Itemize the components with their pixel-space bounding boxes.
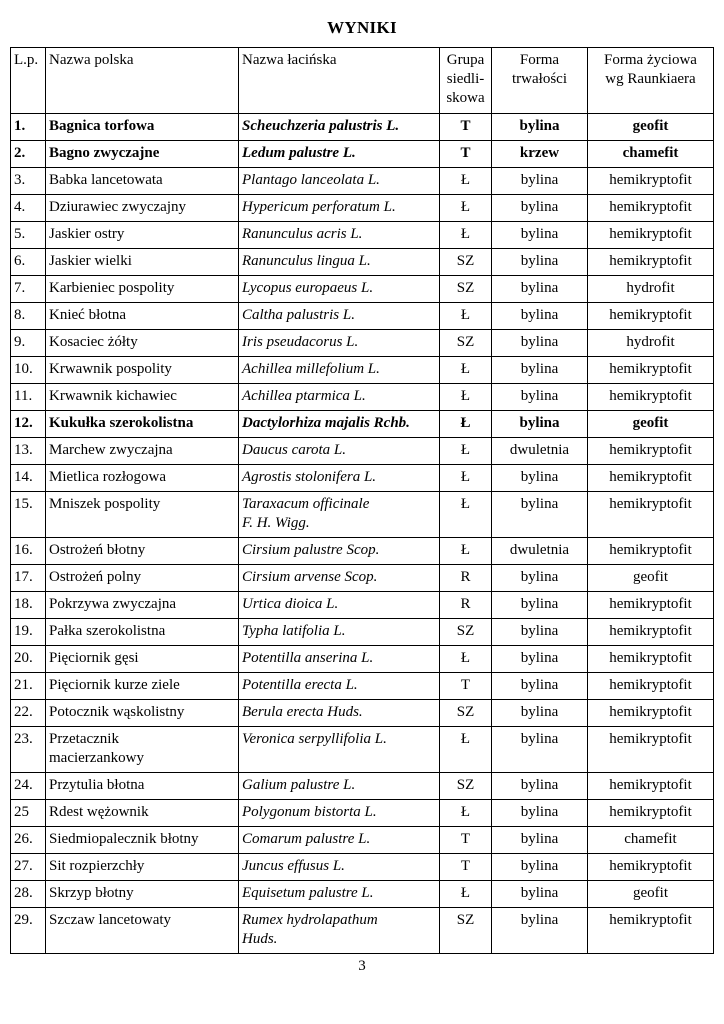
cell-latin-name: Achillea millefolium L. — [239, 357, 440, 384]
table-row — [11, 700, 714, 727]
cell-durability-form: bylina — [492, 619, 588, 646]
table-row — [11, 276, 714, 303]
cell-latin-name: Typha latifolia L. — [239, 619, 440, 646]
cell-habitat-group: Ł — [440, 881, 492, 908]
cell-lp: 23. — [11, 727, 46, 773]
cell-latin-name: Polygonum bistorta L. — [239, 800, 440, 827]
cell-durability-form: bylina — [492, 854, 588, 881]
table-row — [11, 330, 714, 357]
cell-durability-form: bylina — [492, 700, 588, 727]
cell-durability-form: bylina — [492, 330, 588, 357]
cell-durability-form: bylina — [492, 168, 588, 195]
cell-durability-form: bylina — [492, 384, 588, 411]
cell-latin-name: Ranunculus acris L. — [239, 222, 440, 249]
cell-lp: 20. — [11, 646, 46, 673]
table-row — [11, 619, 714, 646]
table-row — [11, 800, 714, 827]
cell-lp: 1. — [11, 114, 46, 141]
table-row — [11, 492, 714, 538]
cell-latin-name: Juncus effusus L. — [239, 854, 440, 881]
cell-lp: 4. — [11, 195, 46, 222]
cell-durability-form: bylina — [492, 773, 588, 800]
header-latin-name: Nazwa łacińska — [239, 48, 440, 114]
cell-habitat-group: Ł — [440, 492, 492, 538]
cell-polish-name: Jaskier ostry — [46, 222, 239, 249]
table-row — [11, 673, 714, 700]
cell-habitat-group: Ł — [440, 168, 492, 195]
cell-latin-name: Ledum palustre L. — [239, 141, 440, 168]
cell-polish-name: Siedmiopalecznik błotny — [46, 827, 239, 854]
cell-durability-form: bylina — [492, 195, 588, 222]
header-habitat-group: Grupa siedli- skowa — [440, 48, 492, 114]
cell-life-form: hemikryptofit — [588, 249, 714, 276]
cell-durability-form: bylina — [492, 565, 588, 592]
cell-habitat-group: Ł — [440, 438, 492, 465]
table-row — [11, 438, 714, 465]
cell-life-form: hemikryptofit — [588, 854, 714, 881]
table-row — [11, 727, 714, 773]
cell-latin-name: Equisetum palustre L. — [239, 881, 440, 908]
cell-life-form: hemikryptofit — [588, 673, 714, 700]
table-row — [11, 773, 714, 800]
cell-latin-name: Galium palustre L. — [239, 773, 440, 800]
cell-habitat-group: Ł — [440, 303, 492, 330]
cell-polish-name: Przytulia błotna — [46, 773, 239, 800]
cell-habitat-group: Ł — [440, 411, 492, 438]
cell-polish-name: Pięciornik kurze ziele — [46, 673, 239, 700]
cell-polish-name: Kukułka szerokolistna — [46, 411, 239, 438]
cell-polish-name: Kosaciec żółty — [46, 330, 239, 357]
header-durability-form: Forma trwałości — [492, 48, 588, 114]
cell-lp: 5. — [11, 222, 46, 249]
cell-polish-name: Pałka szerokolistna — [46, 619, 239, 646]
cell-life-form: hemikryptofit — [588, 438, 714, 465]
cell-habitat-group: Ł — [440, 384, 492, 411]
cell-polish-name: Sit rozpierzchły — [46, 854, 239, 881]
table-row — [11, 114, 714, 141]
cell-polish-name: Dziurawiec zwyczajny — [46, 195, 239, 222]
cell-polish-name: Marchew zwyczajna — [46, 438, 239, 465]
table-header-row — [11, 48, 714, 114]
cell-life-form: hemikryptofit — [588, 592, 714, 619]
cell-latin-name: Potentilla anserina L. — [239, 646, 440, 673]
cell-life-form: geofit — [588, 114, 714, 141]
cell-habitat-group: SZ — [440, 249, 492, 276]
cell-habitat-group: Ł — [440, 222, 492, 249]
cell-lp: 7. — [11, 276, 46, 303]
cell-lp: 26. — [11, 827, 46, 854]
cell-latin-name: Lycopus europaeus L. — [239, 276, 440, 303]
page-title: WYNIKI — [327, 18, 397, 37]
table-row — [11, 538, 714, 565]
table-row — [11, 465, 714, 492]
cell-polish-name: Bagnica torfowa — [46, 114, 239, 141]
cell-latin-name: Comarum palustre L. — [239, 827, 440, 854]
cell-habitat-group: T — [440, 827, 492, 854]
table-row — [11, 565, 714, 592]
cell-lp: 9. — [11, 330, 46, 357]
cell-latin-name: Cirsium palustre Scop. — [239, 538, 440, 565]
cell-life-form: hemikryptofit — [588, 357, 714, 384]
cell-life-form: chamefit — [588, 827, 714, 854]
cell-polish-name: Pięciornik gęsi — [46, 646, 239, 673]
cell-life-form: hemikryptofit — [588, 700, 714, 727]
table-row — [11, 195, 714, 222]
cell-durability-form: dwuletnia — [492, 538, 588, 565]
cell-habitat-group: Ł — [440, 195, 492, 222]
cell-durability-form: bylina — [492, 492, 588, 538]
cell-life-form: hemikryptofit — [588, 384, 714, 411]
cell-latin-name: Veronica serpyllifolia L. — [239, 727, 440, 773]
cell-durability-form: bylina — [492, 276, 588, 303]
cell-polish-name: Karbieniec pospolity — [46, 276, 239, 303]
cell-durability-form: bylina — [492, 646, 588, 673]
cell-lp: 6. — [11, 249, 46, 276]
table-row — [11, 592, 714, 619]
cell-latin-name: Daucus carota L. — [239, 438, 440, 465]
table-row — [11, 411, 714, 438]
cell-latin-name: Rumex hydrolapathum Huds. — [239, 908, 440, 954]
cell-life-form: hemikryptofit — [588, 168, 714, 195]
cell-lp: 12. — [11, 411, 46, 438]
cell-latin-name: Agrostis stolonifera L. — [239, 465, 440, 492]
cell-habitat-group: Ł — [440, 800, 492, 827]
cell-latin-name: Potentilla erecta L. — [239, 673, 440, 700]
cell-habitat-group: SZ — [440, 773, 492, 800]
cell-durability-form: bylina — [492, 673, 588, 700]
table-row — [11, 222, 714, 249]
cell-life-form: hemikryptofit — [588, 538, 714, 565]
cell-habitat-group: SZ — [440, 700, 492, 727]
results-table — [10, 47, 714, 954]
cell-latin-name: Plantago lanceolata L. — [239, 168, 440, 195]
cell-durability-form: bylina — [492, 357, 588, 384]
cell-life-form: hydrofit — [588, 330, 714, 357]
cell-habitat-group: Ł — [440, 727, 492, 773]
cell-polish-name: Krwawnik pospolity — [46, 357, 239, 384]
cell-life-form: hemikryptofit — [588, 800, 714, 827]
table-row — [11, 646, 714, 673]
table-row — [11, 908, 714, 954]
cell-habitat-group: T — [440, 141, 492, 168]
table-row — [11, 141, 714, 168]
cell-latin-name: Scheuchzeria palustris L. — [239, 114, 440, 141]
cell-life-form: geofit — [588, 881, 714, 908]
cell-habitat-group: SZ — [440, 330, 492, 357]
table-row — [11, 168, 714, 195]
cell-durability-form: bylina — [492, 727, 588, 773]
cell-life-form: hemikryptofit — [588, 465, 714, 492]
cell-lp: 18. — [11, 592, 46, 619]
table-row — [11, 357, 714, 384]
cell-polish-name: Potocznik wąskolistny — [46, 700, 239, 727]
cell-habitat-group: R — [440, 565, 492, 592]
cell-polish-name: Krwawnik kichawiec — [46, 384, 239, 411]
cell-latin-name: Iris pseudacorus L. — [239, 330, 440, 357]
cell-life-form: geofit — [588, 411, 714, 438]
cell-latin-name: Cirsium arvense Scop. — [239, 565, 440, 592]
cell-durability-form: dwuletnia — [492, 438, 588, 465]
cell-polish-name: Jaskier wielki — [46, 249, 239, 276]
cell-lp: 14. — [11, 465, 46, 492]
cell-polish-name: Skrzyp błotny — [46, 881, 239, 908]
cell-habitat-group: SZ — [440, 908, 492, 954]
table-row — [11, 249, 714, 276]
table-row — [11, 827, 714, 854]
cell-habitat-group: SZ — [440, 619, 492, 646]
cell-latin-name: Berula erecta Huds. — [239, 700, 440, 727]
cell-polish-name: Ostrożeń polny — [46, 565, 239, 592]
cell-lp: 22. — [11, 700, 46, 727]
table-row — [11, 881, 714, 908]
cell-lp: 17. — [11, 565, 46, 592]
cell-life-form: hemikryptofit — [588, 492, 714, 538]
cell-habitat-group: Ł — [440, 646, 492, 673]
cell-lp: 29. — [11, 908, 46, 954]
cell-durability-form: bylina — [492, 800, 588, 827]
cell-lp: 24. — [11, 773, 46, 800]
cell-durability-form: bylina — [492, 303, 588, 330]
cell-lp: 25 — [11, 800, 46, 827]
cell-habitat-group: Ł — [440, 465, 492, 492]
table-row — [11, 384, 714, 411]
cell-habitat-group: T — [440, 114, 492, 141]
cell-life-form: hemikryptofit — [588, 195, 714, 222]
cell-polish-name: Ostrożeń błotny — [46, 538, 239, 565]
cell-lp: 10. — [11, 357, 46, 384]
cell-life-form: geofit — [588, 565, 714, 592]
cell-lp: 21. — [11, 673, 46, 700]
table-row — [11, 303, 714, 330]
cell-lp: 15. — [11, 492, 46, 538]
cell-latin-name: Caltha palustris L. — [239, 303, 440, 330]
cell-habitat-group: R — [440, 592, 492, 619]
cell-life-form: hemikryptofit — [588, 222, 714, 249]
cell-polish-name: Mietlica rozłogowa — [46, 465, 239, 492]
cell-polish-name: Pokrzywa zwyczajna — [46, 592, 239, 619]
cell-durability-form: krzew — [492, 141, 588, 168]
cell-life-form: chamefit — [588, 141, 714, 168]
header-life-form: Forma życiowa wg Raunkiaera — [588, 48, 714, 114]
cell-latin-name: Achillea ptarmica L. — [239, 384, 440, 411]
cell-life-form: hemikryptofit — [588, 303, 714, 330]
cell-durability-form: bylina — [492, 411, 588, 438]
cell-durability-form: bylina — [492, 908, 588, 954]
cell-life-form: hemikryptofit — [588, 619, 714, 646]
cell-durability-form: bylina — [492, 249, 588, 276]
cell-life-form: hydrofit — [588, 276, 714, 303]
cell-latin-name: Dactylorhiza majalis Rchb. — [239, 411, 440, 438]
table-body — [11, 114, 714, 954]
header-lp: L.p. — [11, 48, 46, 114]
header-polish-name: Nazwa polska — [46, 48, 239, 114]
cell-polish-name: Babka lancetowata — [46, 168, 239, 195]
cell-lp: 27. — [11, 854, 46, 881]
cell-polish-name: Bagno zwyczajne — [46, 141, 239, 168]
cell-lp: 16. — [11, 538, 46, 565]
cell-habitat-group: Ł — [440, 538, 492, 565]
cell-latin-name: Urtica dioica L. — [239, 592, 440, 619]
cell-latin-name: Taraxacum officinale F. H. Wigg. — [239, 492, 440, 538]
cell-life-form: hemikryptofit — [588, 727, 714, 773]
cell-life-form: hemikryptofit — [588, 908, 714, 954]
cell-durability-form: bylina — [492, 114, 588, 141]
page-number: 3 — [358, 958, 366, 974]
cell-polish-name: Przetacznik macierzankowy — [46, 727, 239, 773]
cell-lp: 28. — [11, 881, 46, 908]
cell-polish-name: Knieć błotna — [46, 303, 239, 330]
cell-lp: 2. — [11, 141, 46, 168]
cell-durability-form: bylina — [492, 827, 588, 854]
cell-lp: 8. — [11, 303, 46, 330]
cell-habitat-group: T — [440, 673, 492, 700]
cell-durability-form: bylina — [492, 465, 588, 492]
cell-habitat-group: Ł — [440, 357, 492, 384]
cell-life-form: hemikryptofit — [588, 646, 714, 673]
cell-polish-name: Mniszek pospolity — [46, 492, 239, 538]
cell-lp: 19. — [11, 619, 46, 646]
cell-polish-name: Szczaw lancetowaty — [46, 908, 239, 954]
cell-life-form: hemikryptofit — [588, 773, 714, 800]
cell-lp: 11. — [11, 384, 46, 411]
cell-lp: 13. — [11, 438, 46, 465]
cell-durability-form: bylina — [492, 222, 588, 249]
cell-habitat-group: T — [440, 854, 492, 881]
cell-latin-name: Ranunculus lingua L. — [239, 249, 440, 276]
cell-durability-form: bylina — [492, 881, 588, 908]
table-row — [11, 854, 714, 881]
cell-habitat-group: SZ — [440, 276, 492, 303]
cell-durability-form: bylina — [492, 592, 588, 619]
cell-polish-name: Rdest wężownik — [46, 800, 239, 827]
cell-latin-name: Hypericum perforatum L. — [239, 195, 440, 222]
cell-lp: 3. — [11, 168, 46, 195]
